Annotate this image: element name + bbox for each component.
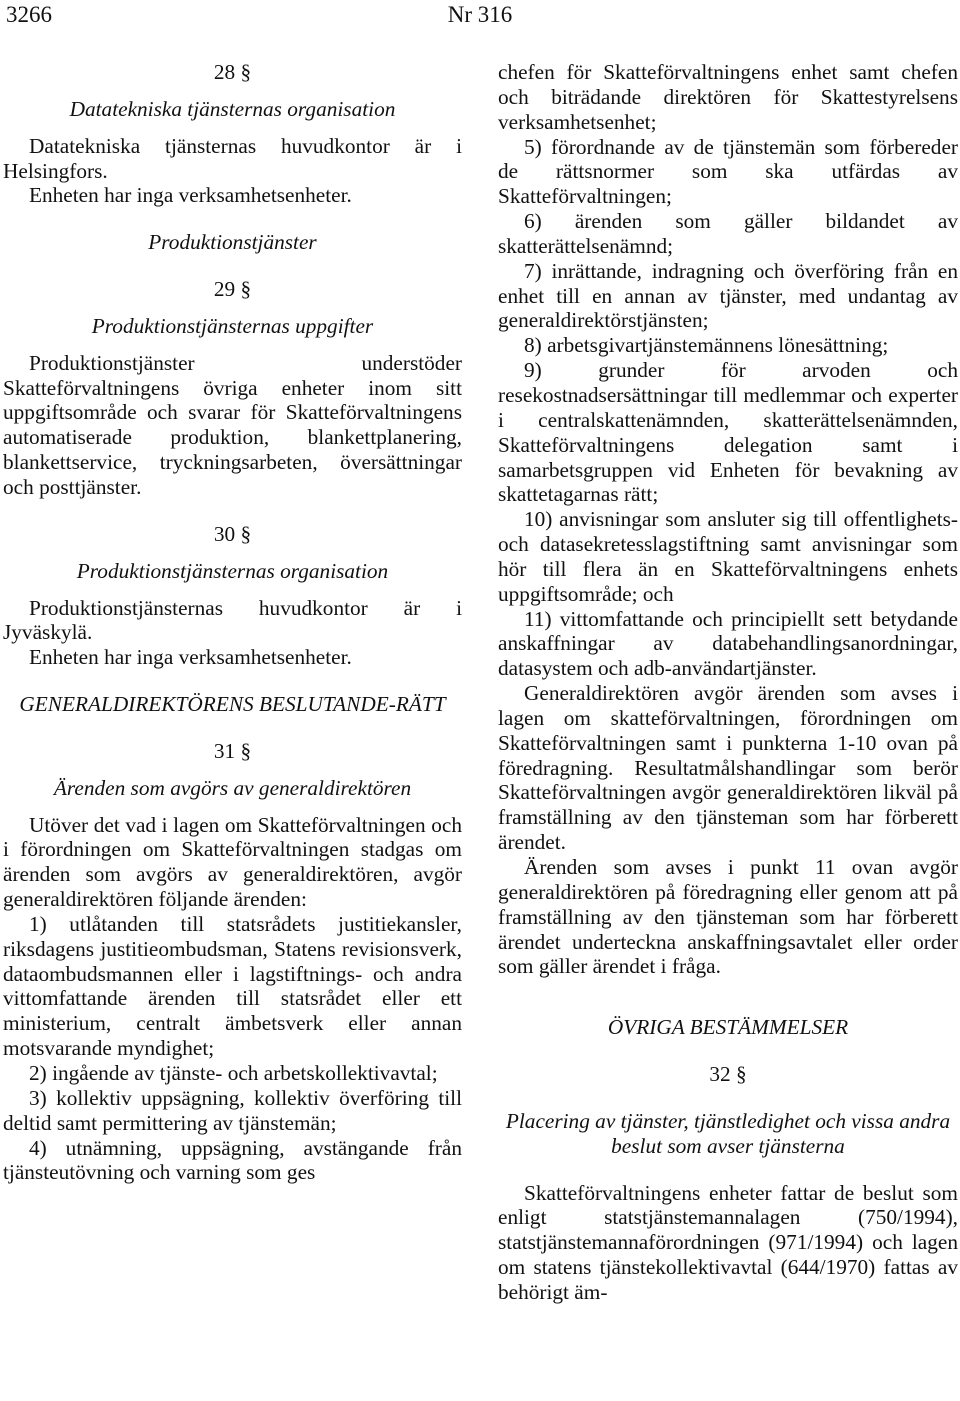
section-31-paragraph-3: Ärenden som avses i punkt 11 ovan avgör generaldirektören på föredragning eller genom att på framställning av den tjänsteman som har förberett ärendet underteckna anskaffningsavtalet eller order som gäller ärendet i fråga. xyxy=(498,855,958,979)
section-31-item-8: 8) arbetsgivartjänstemännens lönesättning; xyxy=(524,333,889,358)
section-32-title: Placering av tjänster, tjänstledighet och vissa andra beslut som avser tjänsterna xyxy=(505,1108,951,1158)
page-number: 3266 xyxy=(6,2,52,27)
section-28-title: Datatekniska tjänsternas organisation xyxy=(69,96,396,121)
section-31-item-2: 2) ingående av tjänste- och arbetskollektivavtal; xyxy=(29,1061,438,1085)
section-31-title: Ärenden som avgörs av generaldirektören xyxy=(53,775,412,800)
section-31-item-5: 5) förordnande av de tjänstemän som förbereder de rättsnormer som ska utfärdas av Skatteförvaltningen; xyxy=(498,134,958,209)
section-32-number: 32 § xyxy=(709,1062,747,1087)
section-29-number: 29 § xyxy=(213,277,252,302)
section-31-item-9: 9) grunder för arvoden och resekostnadsersättningar till medlemmar och experter i centralskattenämnden, skatterättelsenämnden, Skatteförvaltningens delegation samt i samarbetsgruppen vid Enheten för bevakning av skattetagarnas rätt; xyxy=(498,358,958,507)
right-column xyxy=(498,60,958,1305)
section-29-paragraph-1: Produktionstjänster understöder Skatteförvaltningens övriga enheter inom sitt uppgiftsområde och svarar för Skatteförvaltningens automatiserade produktion, blankettplanering, blankettservice, tryckningsarbeten, översättningar och posttjänster. xyxy=(3,350,462,499)
section-31-item-11: 11) vittomfattande och principiellt sett betydande anskaffningar av databehandlingsanordningar, datasystem och adb-användartjänster. xyxy=(498,606,958,681)
left-column xyxy=(3,60,462,1185)
section-28-paragraph-2: Enheten har inga verksamhetsenheter. xyxy=(29,183,352,208)
issue-number: Nr 316 xyxy=(447,2,513,27)
section-29-title: Produktionstjänsternas uppgifter xyxy=(91,313,374,338)
heading-generaldirektorens-beslutanderatt: GENERALDIREKTÖRENS BESLUTANDE-RÄTT xyxy=(19,692,446,717)
section-30-number: 30 § xyxy=(213,521,252,546)
section-31-item-4-continued: chefen för Skatteförvaltningens enhet samt chefen och biträdande direktören för Skattestyrelsens verksamhetsenhet; xyxy=(498,60,958,134)
section-28-number: 28 § xyxy=(213,60,252,84)
section-30-paragraph-1: Produktionstjänsternas huvudkontor är i Jyväskylä. xyxy=(3,595,462,645)
section-31-item-10: 10) anvisningar som ansluter sig till offentlighets- och datasekretesslagstiftning samt anvisningar som hör till flera än en Skatteförvaltningens enhets uppgiftsområde; och xyxy=(498,507,958,606)
section-30-paragraph-2: Enheten har inga verksamhetsenheter. xyxy=(29,645,352,670)
section-31-item-7: 7) inrättande, indragning och överföring från en enhet till en annan av tjänster, med undantag av generaldirektörstjänsten; xyxy=(498,258,958,333)
section-32-paragraph-1: Skatteförvaltningens enheter fattar de beslut som enligt statstjänstemannalagen (750/1994), statstjänstemannaförordningen (971/1994) och lagen om statens tjänstekollektivavtal (644/1970) fattas av behörigt äm- xyxy=(498,1180,958,1304)
section-28-paragraph-1: Datatekniska tjänsternas huvudkontor är i Helsingfors. xyxy=(3,133,462,183)
section-31-paragraph-2: Generaldirektören avgör ärenden som avses i lagen om skatteförvaltningen, förordningen om Skatteförvaltningen samt i punkterna 1-10 ovan på föredragning. Resultatmålshandlingar som berör Skatteförvaltningen avgör generaldirektören likväl på framställning av den tjänsteman som har förberett ärendet. xyxy=(498,681,958,855)
section-31-paragraph-1: Utöver det vad i lagen om Skatteförvaltningen och i förordningen om Skatteförvaltningen stadgas om ärenden som avgörs av generaldirektören, avgör generaldirektören följande ärenden: xyxy=(3,812,462,912)
section-31-number: 31 § xyxy=(213,738,252,763)
page-header xyxy=(0,0,960,34)
section-31-item-1: 1) utlåtanden till statsrådets justitiekansler, riksdagens justitieombudsman, Statens revisionsverk, dataombudsmannen eller i lagstiftnings- och andra vittomfattande ärenden till statsrådet eller ett ministerium, centralt ämbetsverk eller annan motsvarande myndighet; xyxy=(3,911,462,1061)
heading-ovriga-bestammelser: ÖVRIGA BESTÄMMELSER xyxy=(607,1015,849,1040)
section-31-item-4: 4) utnämning, uppsägning, avstängande från tjänsteutövning och varning som ges xyxy=(3,1135,462,1185)
section-31-item-6: 6) ärenden som gäller bildandet av skatterättelsenämnd; xyxy=(498,209,958,258)
section-31-item-3: 3) kollektiv uppsägning, kollektiv överföring till deltid samt permittering av tjänstemän; xyxy=(3,1085,462,1135)
section-30-title: Produktionstjänsternas organisation xyxy=(76,558,389,583)
heading-produktionstjanster: Produktionstjänster xyxy=(148,230,317,255)
